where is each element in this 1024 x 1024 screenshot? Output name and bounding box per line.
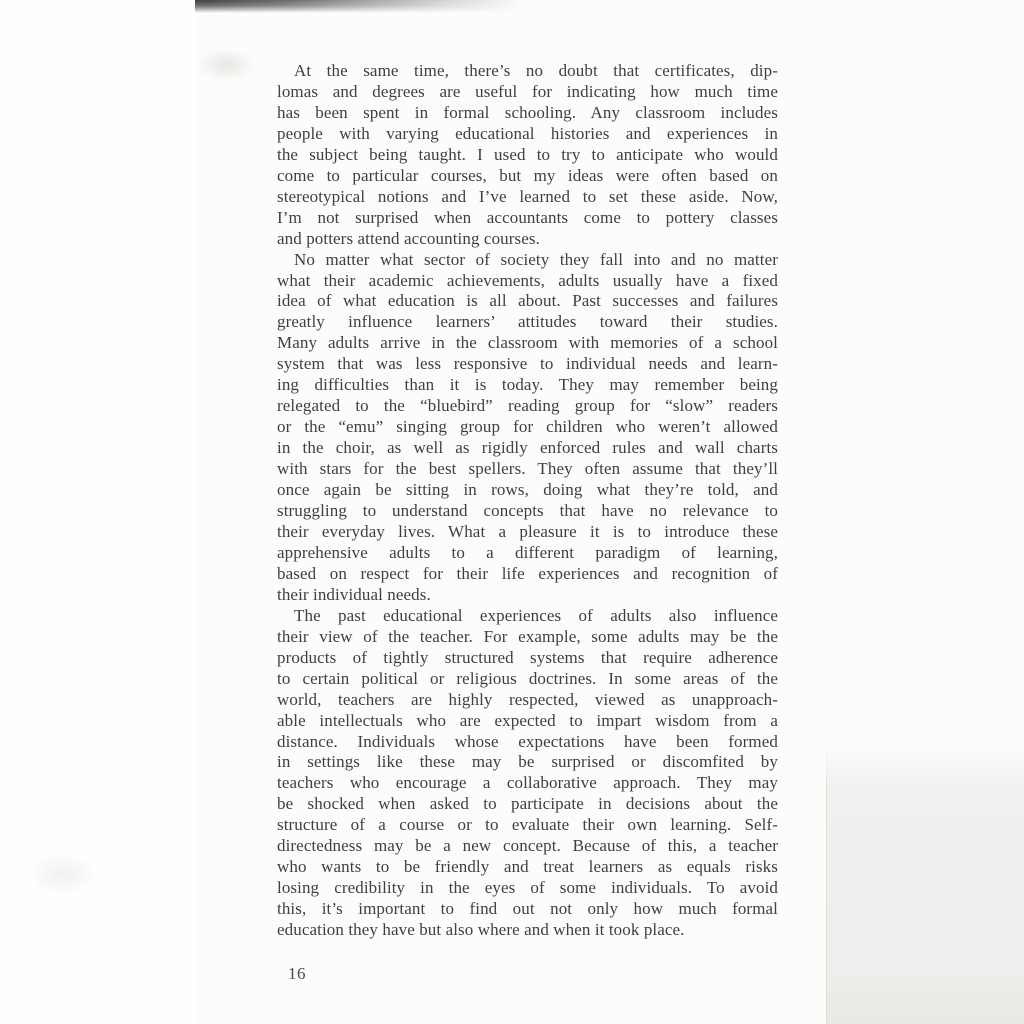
text-line: lomas and degrees are useful for indicating how much time (277, 81, 778, 101)
text-line: system that was less responsive to individual needs and learn- (277, 354, 778, 374)
text-line: or the “emu” singing group for children who weren’t allowed (277, 417, 778, 437)
text-line: distance. Individuals whose expectations have been formed (277, 731, 778, 751)
text-line: struggling to understand concepts that have no relevance to (277, 501, 778, 521)
text-line: their everyday lives. What a pleasure it is to introduce these (277, 521, 778, 541)
text-line: in settings like these may be surprised or discomfited by (277, 752, 778, 772)
text-line: and potters attend accounting courses. (277, 228, 540, 248)
text-line: their view of the teacher. For example, some adults may be the (277, 626, 778, 646)
text-line: world, teachers are highly respected, viewed as unapproach- (277, 689, 778, 709)
text-line: At the same time, there’s no doubt that certificates, dip- (294, 61, 778, 80)
text-line: to certain political or religious doctrines. In some areas of the (277, 668, 778, 688)
text-line: Many adults arrive in the classroom with memories of a school (277, 333, 778, 353)
page-number: 16 (288, 964, 306, 983)
text-line: ing difficulties than it is today. They may remember being (277, 375, 778, 395)
text-line: products of tightly structured systems that require adherence (277, 647, 778, 667)
text-line: with stars for the best spellers. They often assume that they’ll (277, 459, 778, 479)
text-line: greatly influence learners’ attitudes toward their studies. (277, 312, 778, 332)
text-line: be shocked when asked to participate in decisions about the (277, 794, 778, 814)
text-line: the subject being taught. I used to try to anticipate who would (277, 144, 778, 164)
paragraph (277, 606, 778, 941)
text-line: education they have but also where and when it took place. (277, 920, 685, 940)
text-line: structure of a course or to evaluate their own learning. Self- (277, 815, 778, 835)
scan-smudge-artifact (196, 48, 256, 82)
text-line: stereotypical notions and I’ve learned to set these aside. Now, (277, 186, 778, 206)
text-line: once again be sitting in rows, doing what they’re told, and (277, 480, 778, 500)
text-line: this, it’s important to find out not only how much formal (277, 899, 778, 919)
text-line: The past educational experiences of adults also influence (294, 605, 778, 625)
text-line: come to particular courses, but my ideas were often based on (277, 165, 778, 185)
text-line: their individual needs. (277, 584, 431, 604)
page-text (277, 61, 778, 941)
text-line: apprehensive adults to a different paradigm of learning, (277, 542, 778, 562)
text-line: people with varying educational histories and experiences in (277, 123, 778, 143)
paragraph (277, 61, 778, 250)
text-line: who wants to be friendly and treat learners as equals risks (277, 857, 778, 877)
text-line: No matter what sector of society they fall into and no matter (294, 249, 778, 269)
scan-smudge-artifact (28, 852, 98, 896)
text-line: able intellectuals who are expected to impart wisdom from a (277, 710, 778, 730)
text-line: directedness may be a new concept. Because of this, a teacher (277, 836, 778, 856)
text-line: what their academic achievements, adults usually have a fixed (277, 270, 778, 290)
paragraph (277, 250, 778, 606)
text-line: has been spent in formal schooling. Any classroom includes (277, 102, 778, 122)
text-line: teachers who encourage a collaborative approach. They may (277, 773, 778, 793)
page-right-edge-shading (826, 745, 1024, 1024)
text-line: losing credibility in the eyes of some individuals. To avoid (277, 878, 778, 898)
text-line: idea of what education is all about. Past successes and failures (277, 291, 778, 311)
text-line: in the choir, as well as rigidly enforced rules and wall charts (277, 438, 778, 458)
text-line: I’m not surprised when accountants come to pottery classes (277, 207, 778, 227)
text-line: relegated to the “bluebird” reading group for “slow” readers (277, 396, 778, 416)
scan-top-edge-shadow (195, 0, 525, 13)
text-line: based on respect for their life experiences and recognition of (277, 563, 778, 583)
